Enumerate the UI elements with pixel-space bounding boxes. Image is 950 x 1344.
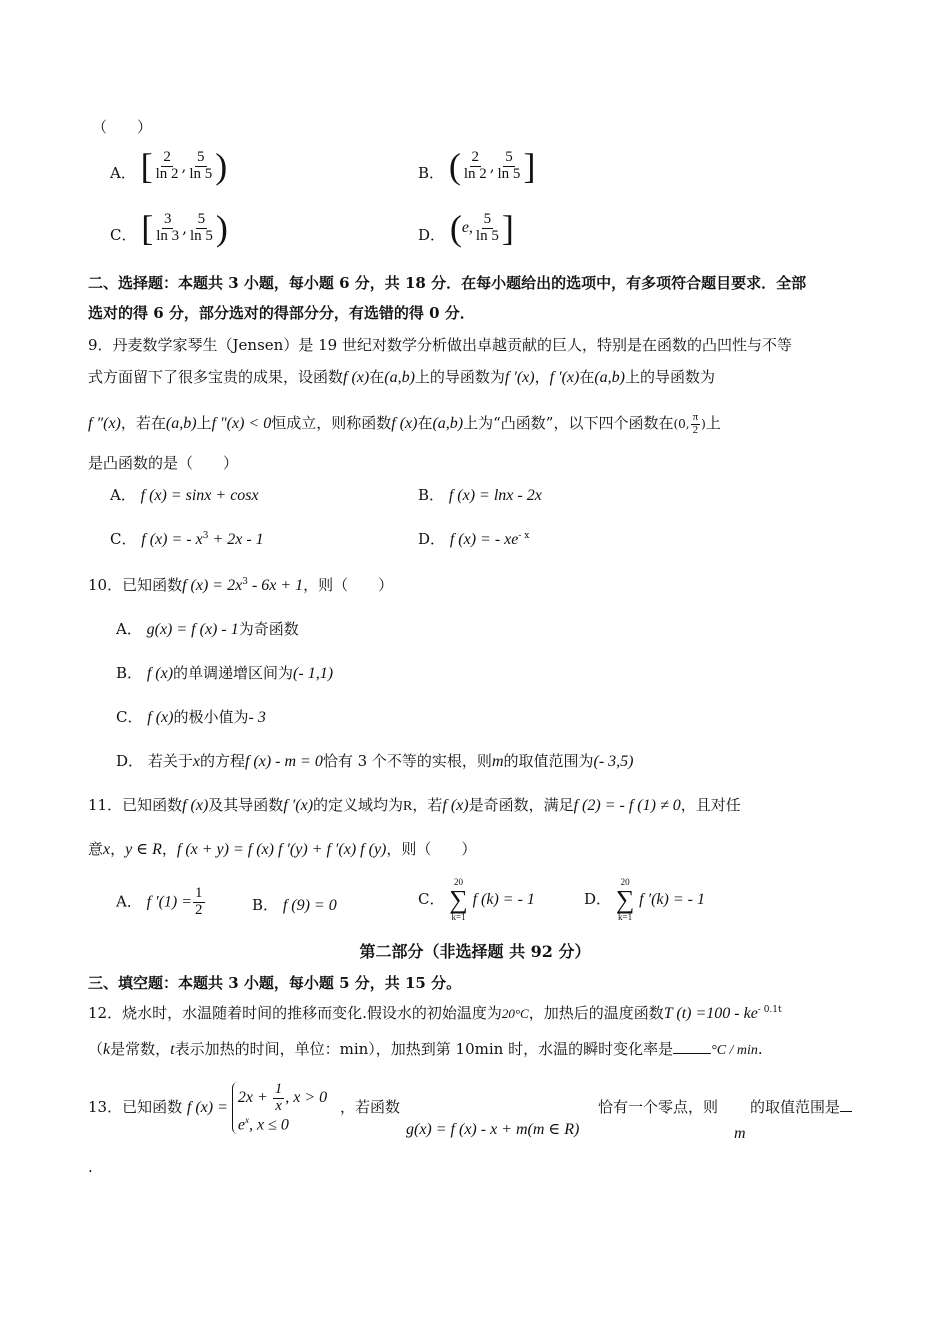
- q12-line2: （k是常数，t表示加热的时间，单位：min），加热到第 10min 时，水温的瞬时变化率是 °C / min.: [88, 1040, 763, 1058]
- q13-text-d: 的取值范围是: [750, 1098, 852, 1116]
- q13-text-c: 恰有一个零点，则: [598, 1098, 719, 1116]
- q11-option-b: B． f (9) = 0: [252, 896, 337, 914]
- q11-option-a: A． f ′(1) = $\frac{1}{2}$: [116, 885, 203, 918]
- q11-line2: 意x，y ∈ R，f (x + y) = f (x) f ′(y) + f ′(x) f (y)，则（ ）: [88, 840, 477, 858]
- q12-line1: 12．烧水时，水温随着时间的推移而变化.假设水的初始温度为20°C，加热后的温度函数T $(t) =100 - ke^{- 0.1t}$: [88, 1004, 782, 1022]
- q11-option-c: C． 20 ∑ k=1 f (k) = - 1: [418, 877, 535, 922]
- q13-m: m: [734, 1125, 746, 1142]
- q9-option-d: D． f (x) = - $xe^{- x}$: [418, 530, 530, 548]
- q8-option-a: A． [ $\frac{2}{\ln 2}$ , $\frac{5}{\ln 5}$ ): [110, 146, 228, 186]
- q9-line1: 9．丹麦数学家琴生（Jensen）是 19 世纪对数学分析做出卓越贡献的巨人，特别是在函数的凸凹性与不等: [88, 336, 792, 354]
- q10-option-d: D． 若关于x的方程f (x) - m = 0恰有 3 个不等的实根，则m的取值范围为(- 3,5): [116, 752, 634, 770]
- q9-option-c: C． f (x) = - $x^3 + 2x - 1$: [110, 530, 264, 548]
- q10-option-c: C． f (x)的极小值为- 3: [116, 708, 266, 726]
- answer-blank: [840, 1111, 852, 1112]
- q10-stem: 10．已知函数f $(x) = 2x^3 - 6x + 1$，则（ ）: [88, 576, 394, 594]
- answer-blank: [673, 1053, 711, 1054]
- q8-option-b: B． ( $\frac{2}{\ln 2}$ , $\frac{5}{\ln 5}$ ]: [418, 146, 536, 186]
- section3-heading: 三、填空题：本题共 3 小题，每小题 5 分，共 15 分。: [88, 974, 462, 992]
- q9-option-a: A． f (x) = sinx + cosx: [110, 486, 259, 504]
- bracket: [: [140, 146, 153, 186]
- q8-option-d: D． ( e, $\frac{5}{\ln 5}$ ]: [418, 208, 514, 248]
- q13-line: 13．已知函数 f (x) = 2x + $\frac{1}{x}$ , x > 0 $e^x$, x ≤ 0: [88, 1081, 328, 1133]
- q9-line4: 是凸函数的是（ ）: [88, 454, 239, 472]
- q9-option-b: B． f (x) = lnx - 2x: [418, 486, 542, 504]
- section2-line2: 选对的得 6 分，部分选对的得部分分，有选错的得 0 分．: [88, 304, 475, 322]
- q9-line3: f ″(x)，若在(a,b)上f ″(x) < 0恒成立，则称函数f (x)在(a,b)上为“凸函数”，以下四个函数在(0, $\frac{\pi}{2}$ )上: [88, 411, 721, 436]
- q13-g: g(x) = f (x) - x + m(m ∈ R): [406, 1121, 580, 1138]
- q11-option-d: D． 20 ∑ k=1 f ′(k) = - 1: [584, 877, 705, 922]
- q11-line1: 11．已知函数f (x)及其导函数f ′(x)的定义域均为R，若f (x)是奇函数，满足f (2) = - f (1) ≠ 0，且对任: [88, 796, 741, 814]
- part2-title: 第二部分（非选择题 共 92 分）: [359, 942, 591, 961]
- q10-option-b: B． f (x)的单调递增区间为(- 1,1): [116, 664, 334, 682]
- q9-line2: 式方面留下了很多宝贵的成果，设函数f (x)在(a,b)上的导函数为f ′(x)，f ′(x)在(a,b)上的导函数为: [88, 368, 716, 386]
- q13-text-b: ，若函数: [340, 1098, 401, 1116]
- q13-end: .: [88, 1158, 93, 1176]
- q10-option-a: A． g(x) = f (x) - 1为奇函数: [116, 620, 299, 638]
- section2-line1: 二、选择题：本题共 3 小题，每小题 6 分，共 18 分．在每小题给出的选项中，有多项符合题目要求．全部: [88, 274, 807, 292]
- answer-paren: （ ）: [92, 118, 153, 136]
- q8-option-c: C． [ $\frac{3}{\ln 3}$ , $\frac{5}{\ln 5}$ ): [110, 208, 228, 248]
